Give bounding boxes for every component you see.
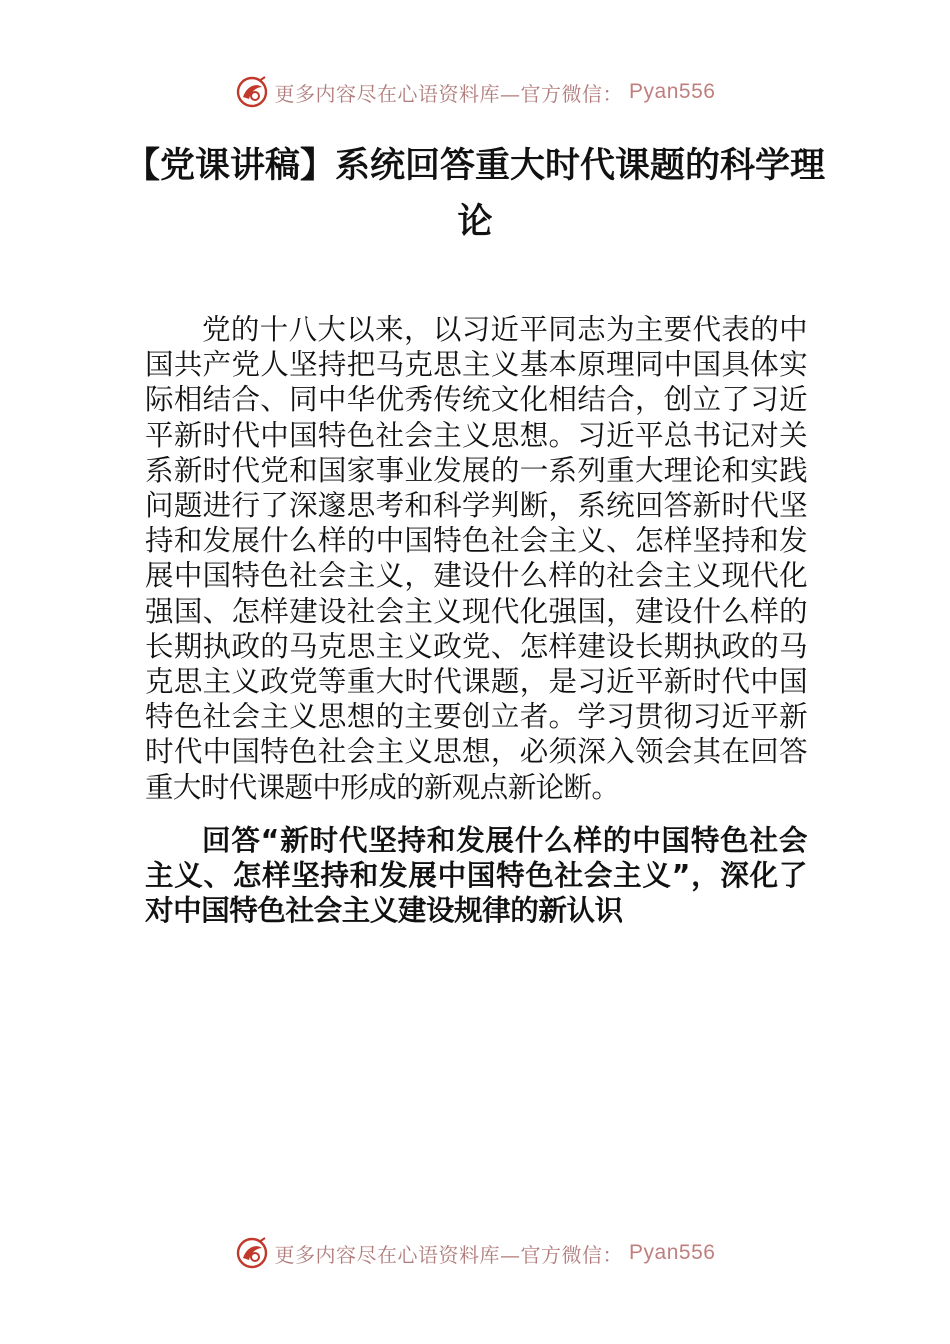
footer-banner [0,1233,950,1273]
document-title: 【党课讲稿】系统回答重大时代课题的科学理论 [124,146,825,242]
section-heading: 回答“新时代坚持和发展什么样的中国特色社会主义、怎样坚持和发展中国特色社会主义”，深化了对中国特色社会主义建设规律的新认识 [145,823,807,928]
banner-wechat-id: Pyan556 [629,80,716,103]
header-banner [0,72,950,112]
red-swirl-logo-icon [235,75,269,109]
body-paragraph: 党的十八大以来，以习近平同志为主要代表的中国共产党人坚持把马克思主义基本原理同中国具体实际相结合、同中华优秀传统文化相结合，创立了习近平新时代中国特色社会主义思想。习近平总书记对关系新时代党和国家事业发展的一系列重大理论和实践问题进行了深邃思考和科学判断，系统回答新时代坚持和发展什么样的中国特色社会主义、怎样坚持和发展中国特色社会主义，建设什么样的社会主义现代化强国、怎样建设社会主义现代化强国，建设什么样的长期执政的马克思主义政党、怎样建设长期执政的马克思主义政党等重大时代课题，是习近平新时代中国特色社会主义思想的主要创立者。学习贯彻习近平新时代中国特色社会主义思想，必须深入领会其在回答重大时代课题中形成的新观点新论断。 [145,313,807,804]
banner-text: 更多内容尽在心语资料库—官方微信： [274,1242,624,1267]
red-swirl-logo-icon [235,1236,269,1270]
banner-text: 更多内容尽在心语资料库—官方微信： [274,81,624,106]
document-body [145,312,807,928]
banner-wechat-id: Pyan556 [629,1241,716,1264]
